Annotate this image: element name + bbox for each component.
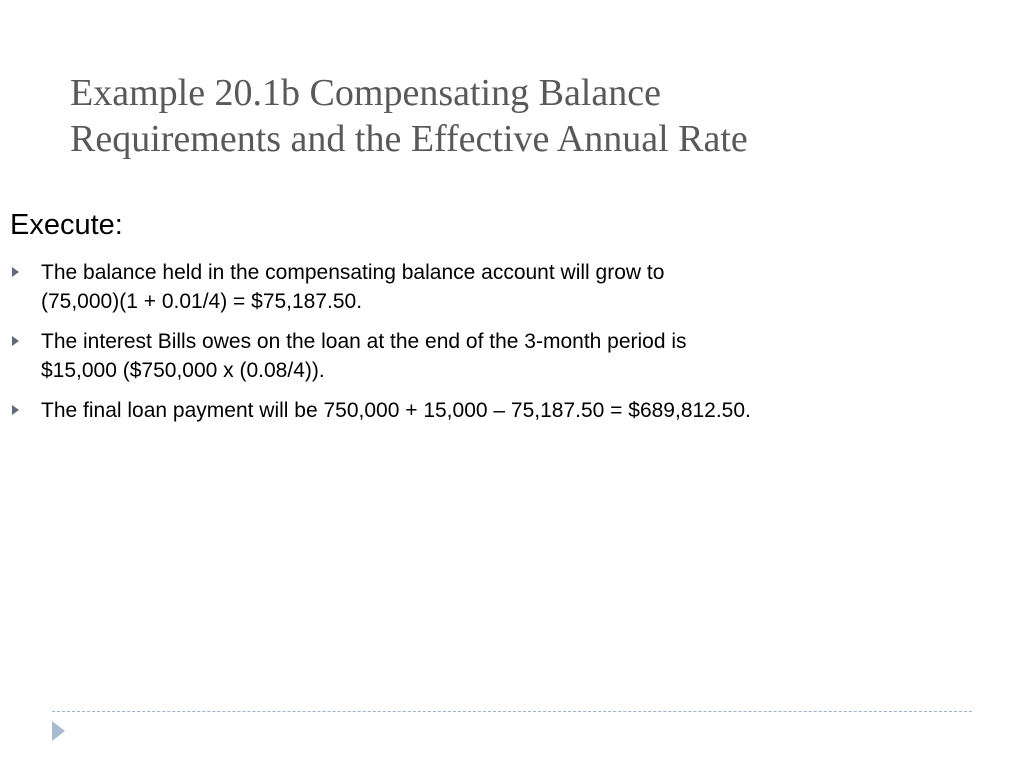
bullet-item-compensating-balance xyxy=(0,258,1000,316)
slide-title-line-1: Example 20.1b Compensating Balance xyxy=(70,72,661,114)
bullet-item-interest-line-1: The interest Bills owes on the loan at the end of the 3-month period is xyxy=(41,330,687,353)
bullet-list xyxy=(0,258,1000,436)
bullet-item-interest-line-2: $15,000 ($750,000 x (0.08/4)). xyxy=(41,359,325,382)
bullet-item-compensating-balance-line-2: (75,000)(1 + 0.01/4) = $75,187.50. xyxy=(41,290,363,313)
execute-heading: Execute: xyxy=(10,209,123,241)
slide-title xyxy=(70,70,970,162)
triangle-bullet-icon xyxy=(12,336,19,346)
triangle-bullet-icon xyxy=(12,267,19,277)
slide-title-line-2: Requirements and the Effective Annual Rate xyxy=(70,118,748,160)
bullet-item-final-payment-line-1: The final loan payment will be 750,000 + 15,000 – 75,187.50 = $689,812.50. xyxy=(41,399,751,422)
bullet-item-interest xyxy=(0,327,1000,385)
bullet-item-final-payment xyxy=(0,396,1000,425)
triangle-bullet-icon xyxy=(12,405,19,415)
footer-divider xyxy=(52,711,972,712)
bullet-item-compensating-balance-line-1: The balance held in the compensating balance account will grow to xyxy=(41,261,665,284)
footer-arrow-icon xyxy=(52,721,65,741)
